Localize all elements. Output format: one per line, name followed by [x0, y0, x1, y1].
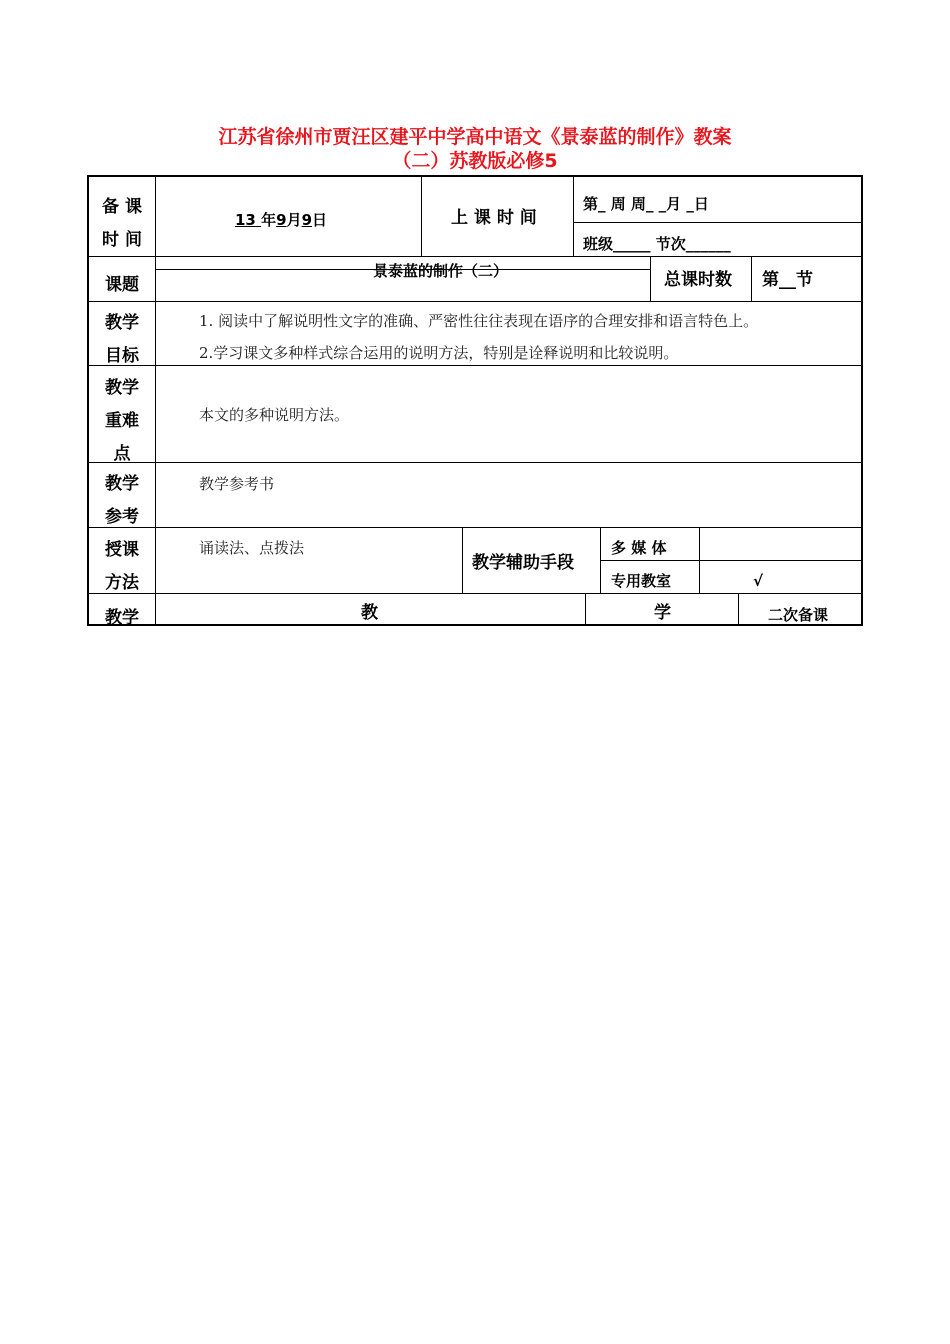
method-label — [89, 535, 155, 593]
method-value: 诵读法、点拨法 — [199, 539, 305, 557]
column-divider — [699, 527, 700, 593]
prep-time-label-line-1: 备 课 — [102, 197, 142, 217]
week-date-line: 第_ 周 周_ _月 _日 — [583, 195, 709, 213]
row-divider — [89, 593, 861, 594]
reference-label-line-1: 教学 — [105, 474, 139, 494]
key-points-label-line-3: 点 — [113, 444, 131, 464]
teaching-aids-label: 教学辅助手段 — [472, 553, 574, 573]
column-divider — [155, 177, 156, 626]
column-divider — [421, 177, 422, 256]
day-char: 日 — [312, 211, 328, 229]
prep-year: 13 — [235, 211, 256, 229]
objective-item-1: 1. 阅读中了解说明性文字的准确、严密性往往表现在语序的合理安排和语言特色上。 — [199, 312, 759, 330]
prep-time-label-line-2: 时 间 — [102, 230, 142, 250]
lesson-plan-table — [87, 175, 863, 626]
class-session-line: 班级_____ 节次______ — [583, 235, 731, 253]
row-divider — [89, 462, 861, 463]
objectives-label-line-1: 教学 — [105, 313, 139, 333]
classroom-label: 专用教室 — [611, 572, 672, 590]
column-divider — [751, 256, 752, 301]
teach-column-header: 教 — [361, 603, 378, 623]
row-divider — [89, 365, 861, 366]
classroom-checkmark: √ — [753, 572, 764, 590]
objectives-label-line-2: 目标 — [105, 346, 139, 366]
total-hours-label: 总课时数 — [664, 270, 732, 290]
row-divider — [89, 256, 861, 257]
prep-month: 9 — [276, 211, 287, 229]
method-label-line-1: 授课 — [105, 540, 139, 560]
topic-value: 景泰蓝的制作（二） — [373, 262, 509, 280]
key-points-label-line-1: 教学 — [105, 378, 139, 398]
method-label-line-2: 方法 — [105, 573, 139, 593]
document-title-line-2: （二）苏教版必修5 — [392, 150, 558, 172]
second-prep-header: 二次备课 — [768, 606, 829, 624]
column-divider — [462, 527, 463, 593]
prep-time-label — [89, 192, 155, 250]
column-divider — [600, 527, 601, 593]
section-value: 第__节 — [762, 270, 813, 290]
objectives-label — [89, 308, 155, 366]
column-divider — [585, 593, 586, 626]
topic-label: 课题 — [105, 275, 139, 295]
multimedia-label: 多 媒 体 — [611, 539, 667, 557]
prep-date — [235, 210, 327, 230]
cell-divider — [574, 222, 861, 223]
document-title-line-1: 江苏省徐州市贾汪区建平中学高中语文《景泰蓝的制作》教案 — [218, 126, 732, 148]
row-divider — [89, 527, 861, 528]
prep-day: 9 — [301, 211, 313, 229]
reference-label-line-2: 参考 — [105, 507, 139, 527]
key-points-label-line-2: 重难 — [105, 411, 139, 431]
row-divider — [89, 301, 861, 302]
column-divider — [573, 177, 574, 256]
year-char: 年 — [261, 211, 277, 229]
column-divider — [738, 593, 739, 626]
column-divider — [650, 256, 651, 301]
class-time-label: 上 课 时 间 — [451, 208, 537, 228]
cell-divider — [601, 560, 861, 561]
process-label: 教学 — [105, 608, 139, 628]
reference-value: 教学参考书 — [199, 475, 275, 493]
reference-label — [89, 469, 155, 527]
key-points-label — [89, 373, 155, 464]
key-points-value: 本文的多种说明方法。 — [199, 406, 350, 424]
objective-item-2: 2.学习课文多种样式综合运用的说明方法，特别是诠释说明和比较说明。 — [199, 344, 679, 362]
month-char: 月 — [286, 211, 302, 229]
learn-column-header: 学 — [654, 603, 671, 623]
